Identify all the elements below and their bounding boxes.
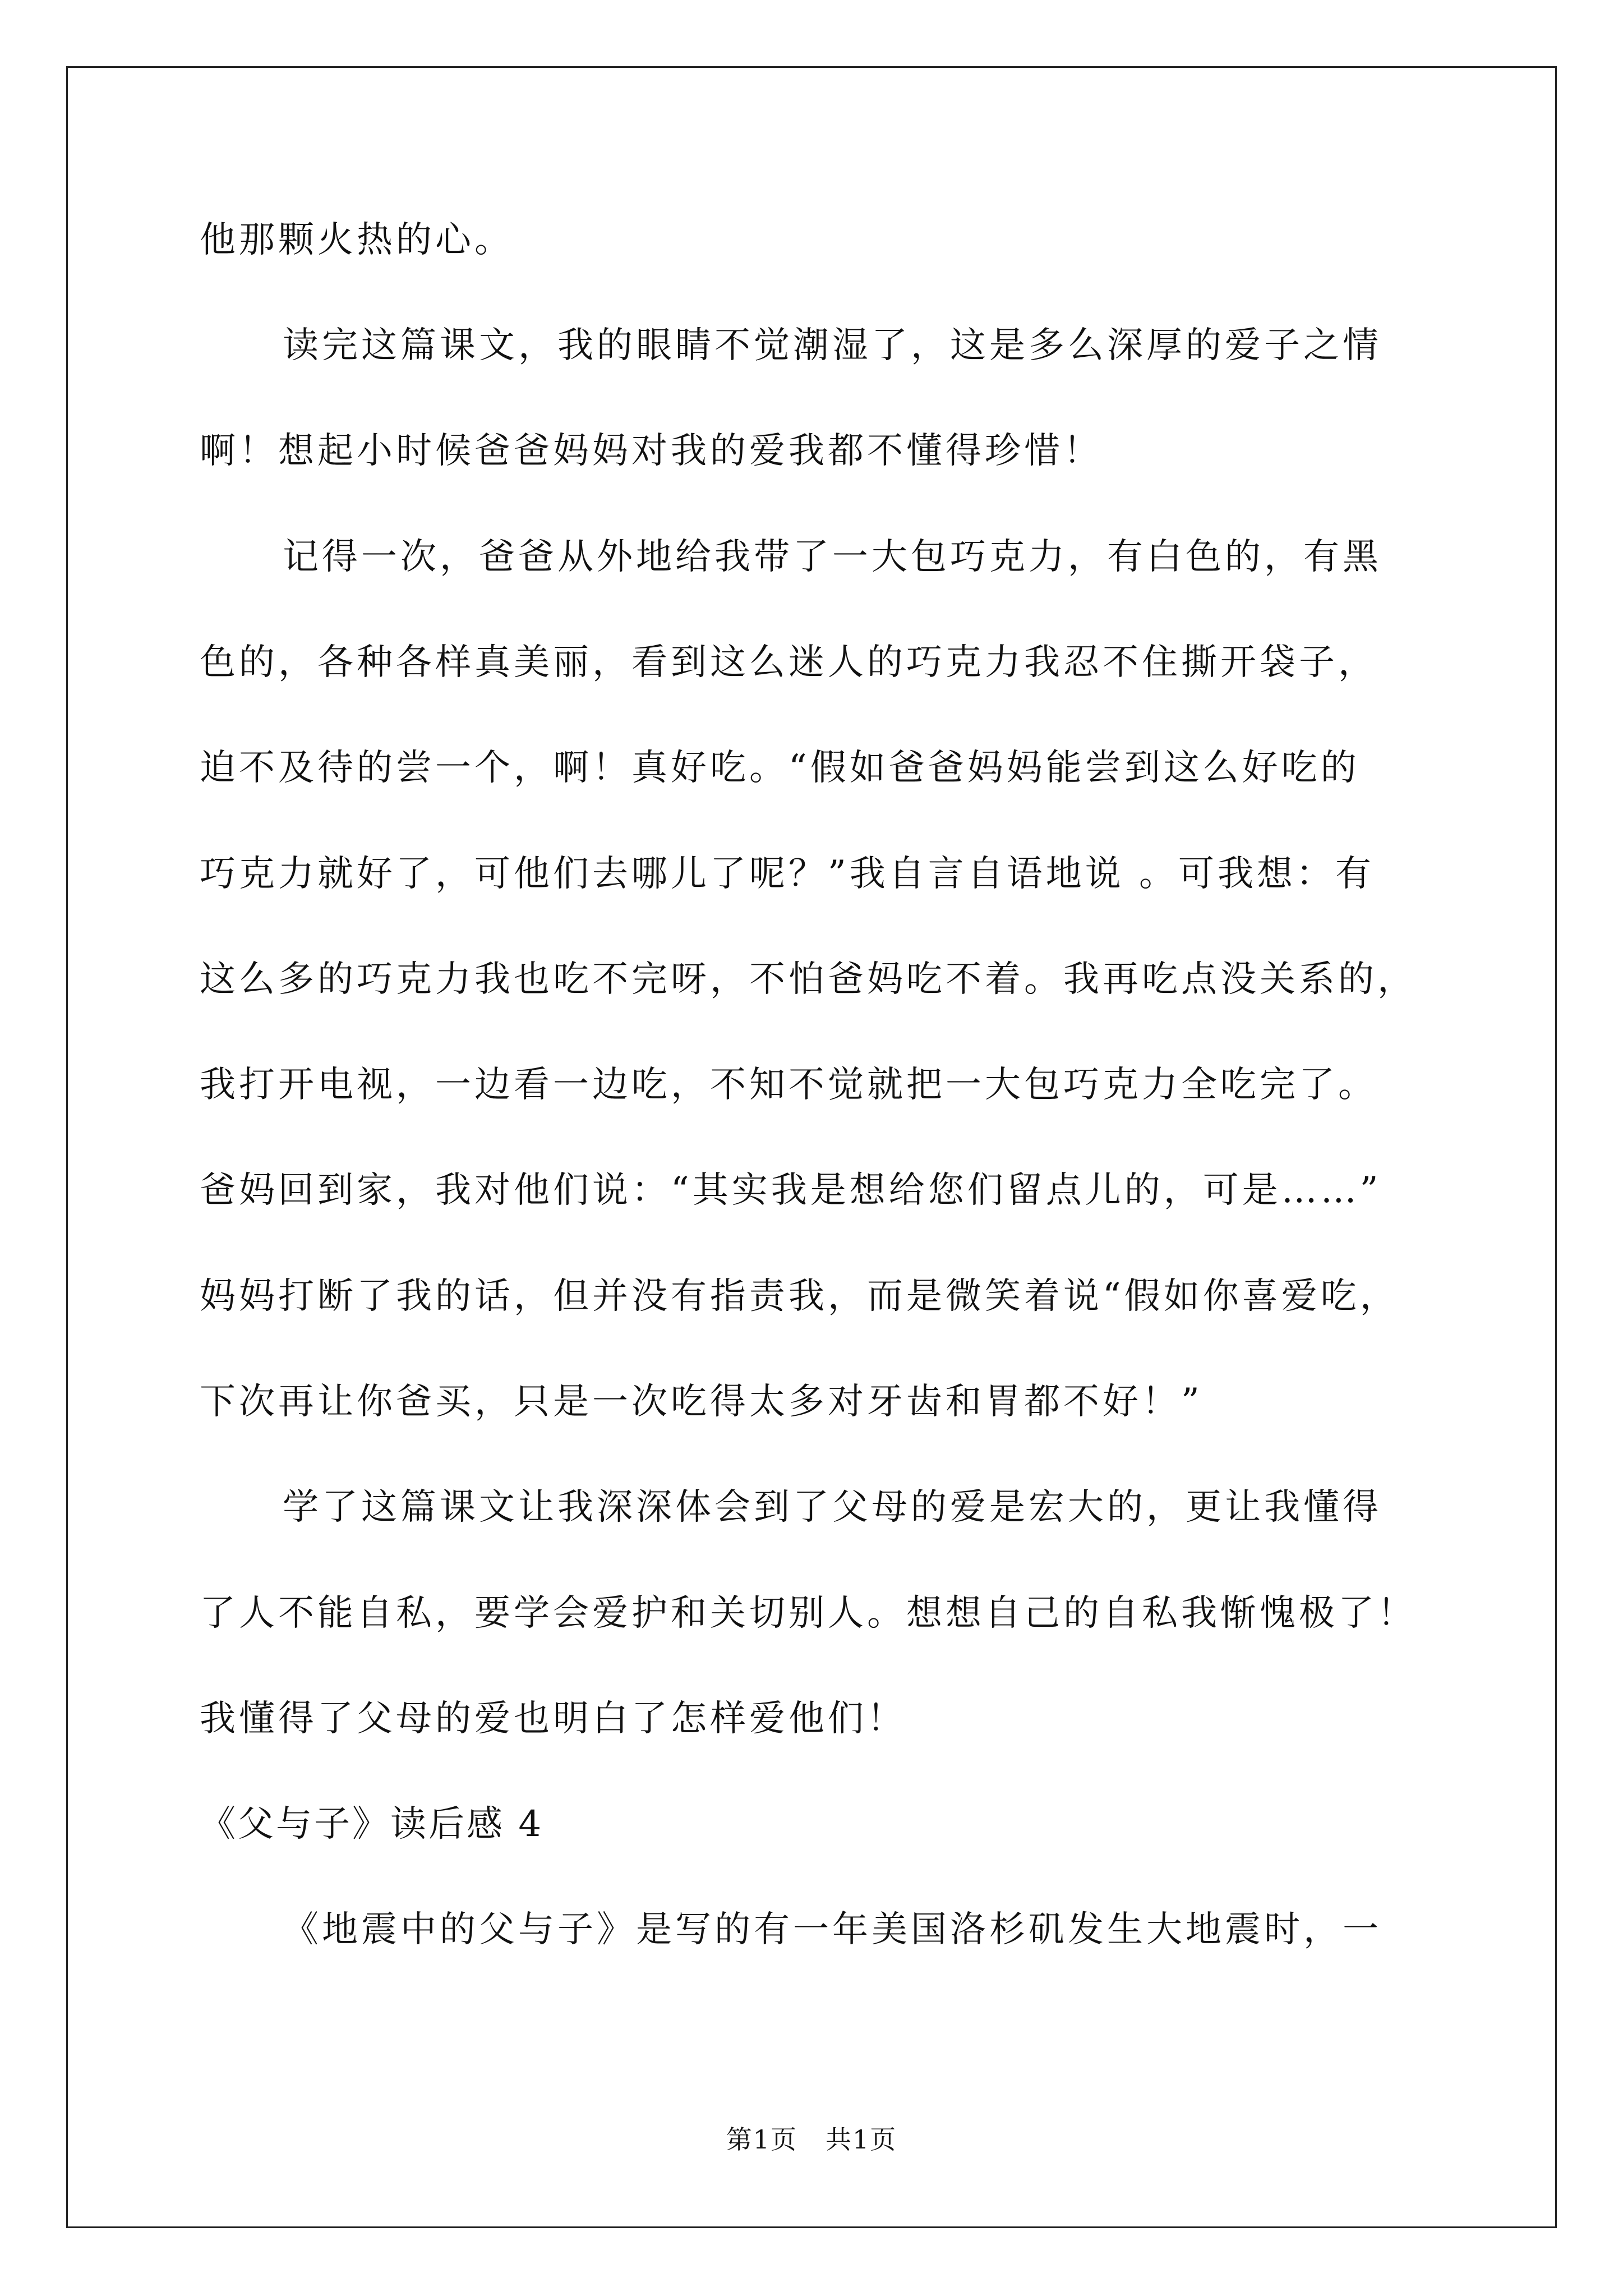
- body-line: 我懂得了父母的爱也明白了怎样爱他们！: [200, 1698, 906, 1740]
- body-line: 爸妈回到家，我对他们说：“其实我是想给您们留点儿的，可是……”: [200, 1170, 1382, 1211]
- page-footer: [0, 2123, 1623, 2156]
- page-number: 第1页: [726, 2124, 797, 2155]
- body-line: 学了这篇课文让我深深体会到了父母的爱是宏大的，更让我懂得: [283, 1487, 1382, 1528]
- body-line: 色的，各种各样真美丽，看到这么迷人的巧克力我忍不住撕开袋子，: [200, 642, 1377, 683]
- body-line: 巧克力就好了，可他们去哪儿了呢？”我自言自语地说 。可我想：有: [200, 853, 1375, 895]
- body-line: 《地震中的父与子》是写的有一年美国洛杉矶发生大地震时，一: [283, 1909, 1382, 1950]
- body-line: 妈妈打断了我的话，但并没有指责我，而是微笑着说“假如你喜爱吃，: [200, 1276, 1399, 1317]
- page-total: 共1页: [826, 2124, 897, 2155]
- body-line: 这么多的巧克力我也吃不完呀，不怕爸妈吃不着。我再吃点没关系的，: [200, 959, 1417, 1000]
- body-line: 记得一次，爸爸从外地给我带了一大包巧克力，有白色的，有黑: [283, 536, 1382, 578]
- body-line: 迫不及待的尝一个，啊！真好吃。“假如爸爸妈妈能尝到这么好吃的: [200, 747, 1360, 789]
- body-line: 读完这篇课文，我的眼睛不觉潮湿了，这是多么深厚的爱子之情: [283, 325, 1382, 366]
- body-line: 啊！想起小时候爸爸妈妈对我的爱我都不懂得珍惜！: [200, 430, 1103, 472]
- body-line: 下次再让你爸买，只是一次吃得太多对牙齿和胃都不好！”: [200, 1381, 1203, 1423]
- body-line: 他那颗火热的心。: [200, 219, 514, 261]
- body-line: 我打开电视，一边看一边吃，不知不觉就把一大包巧克力全吃完了。: [200, 1064, 1377, 1106]
- body-line: 了人不能自私，要学会爱护和关切别人。想想自己的自私我惭愧极了！: [200, 1593, 1417, 1634]
- section-heading: 《父与子》读后感 4: [200, 1803, 544, 1845]
